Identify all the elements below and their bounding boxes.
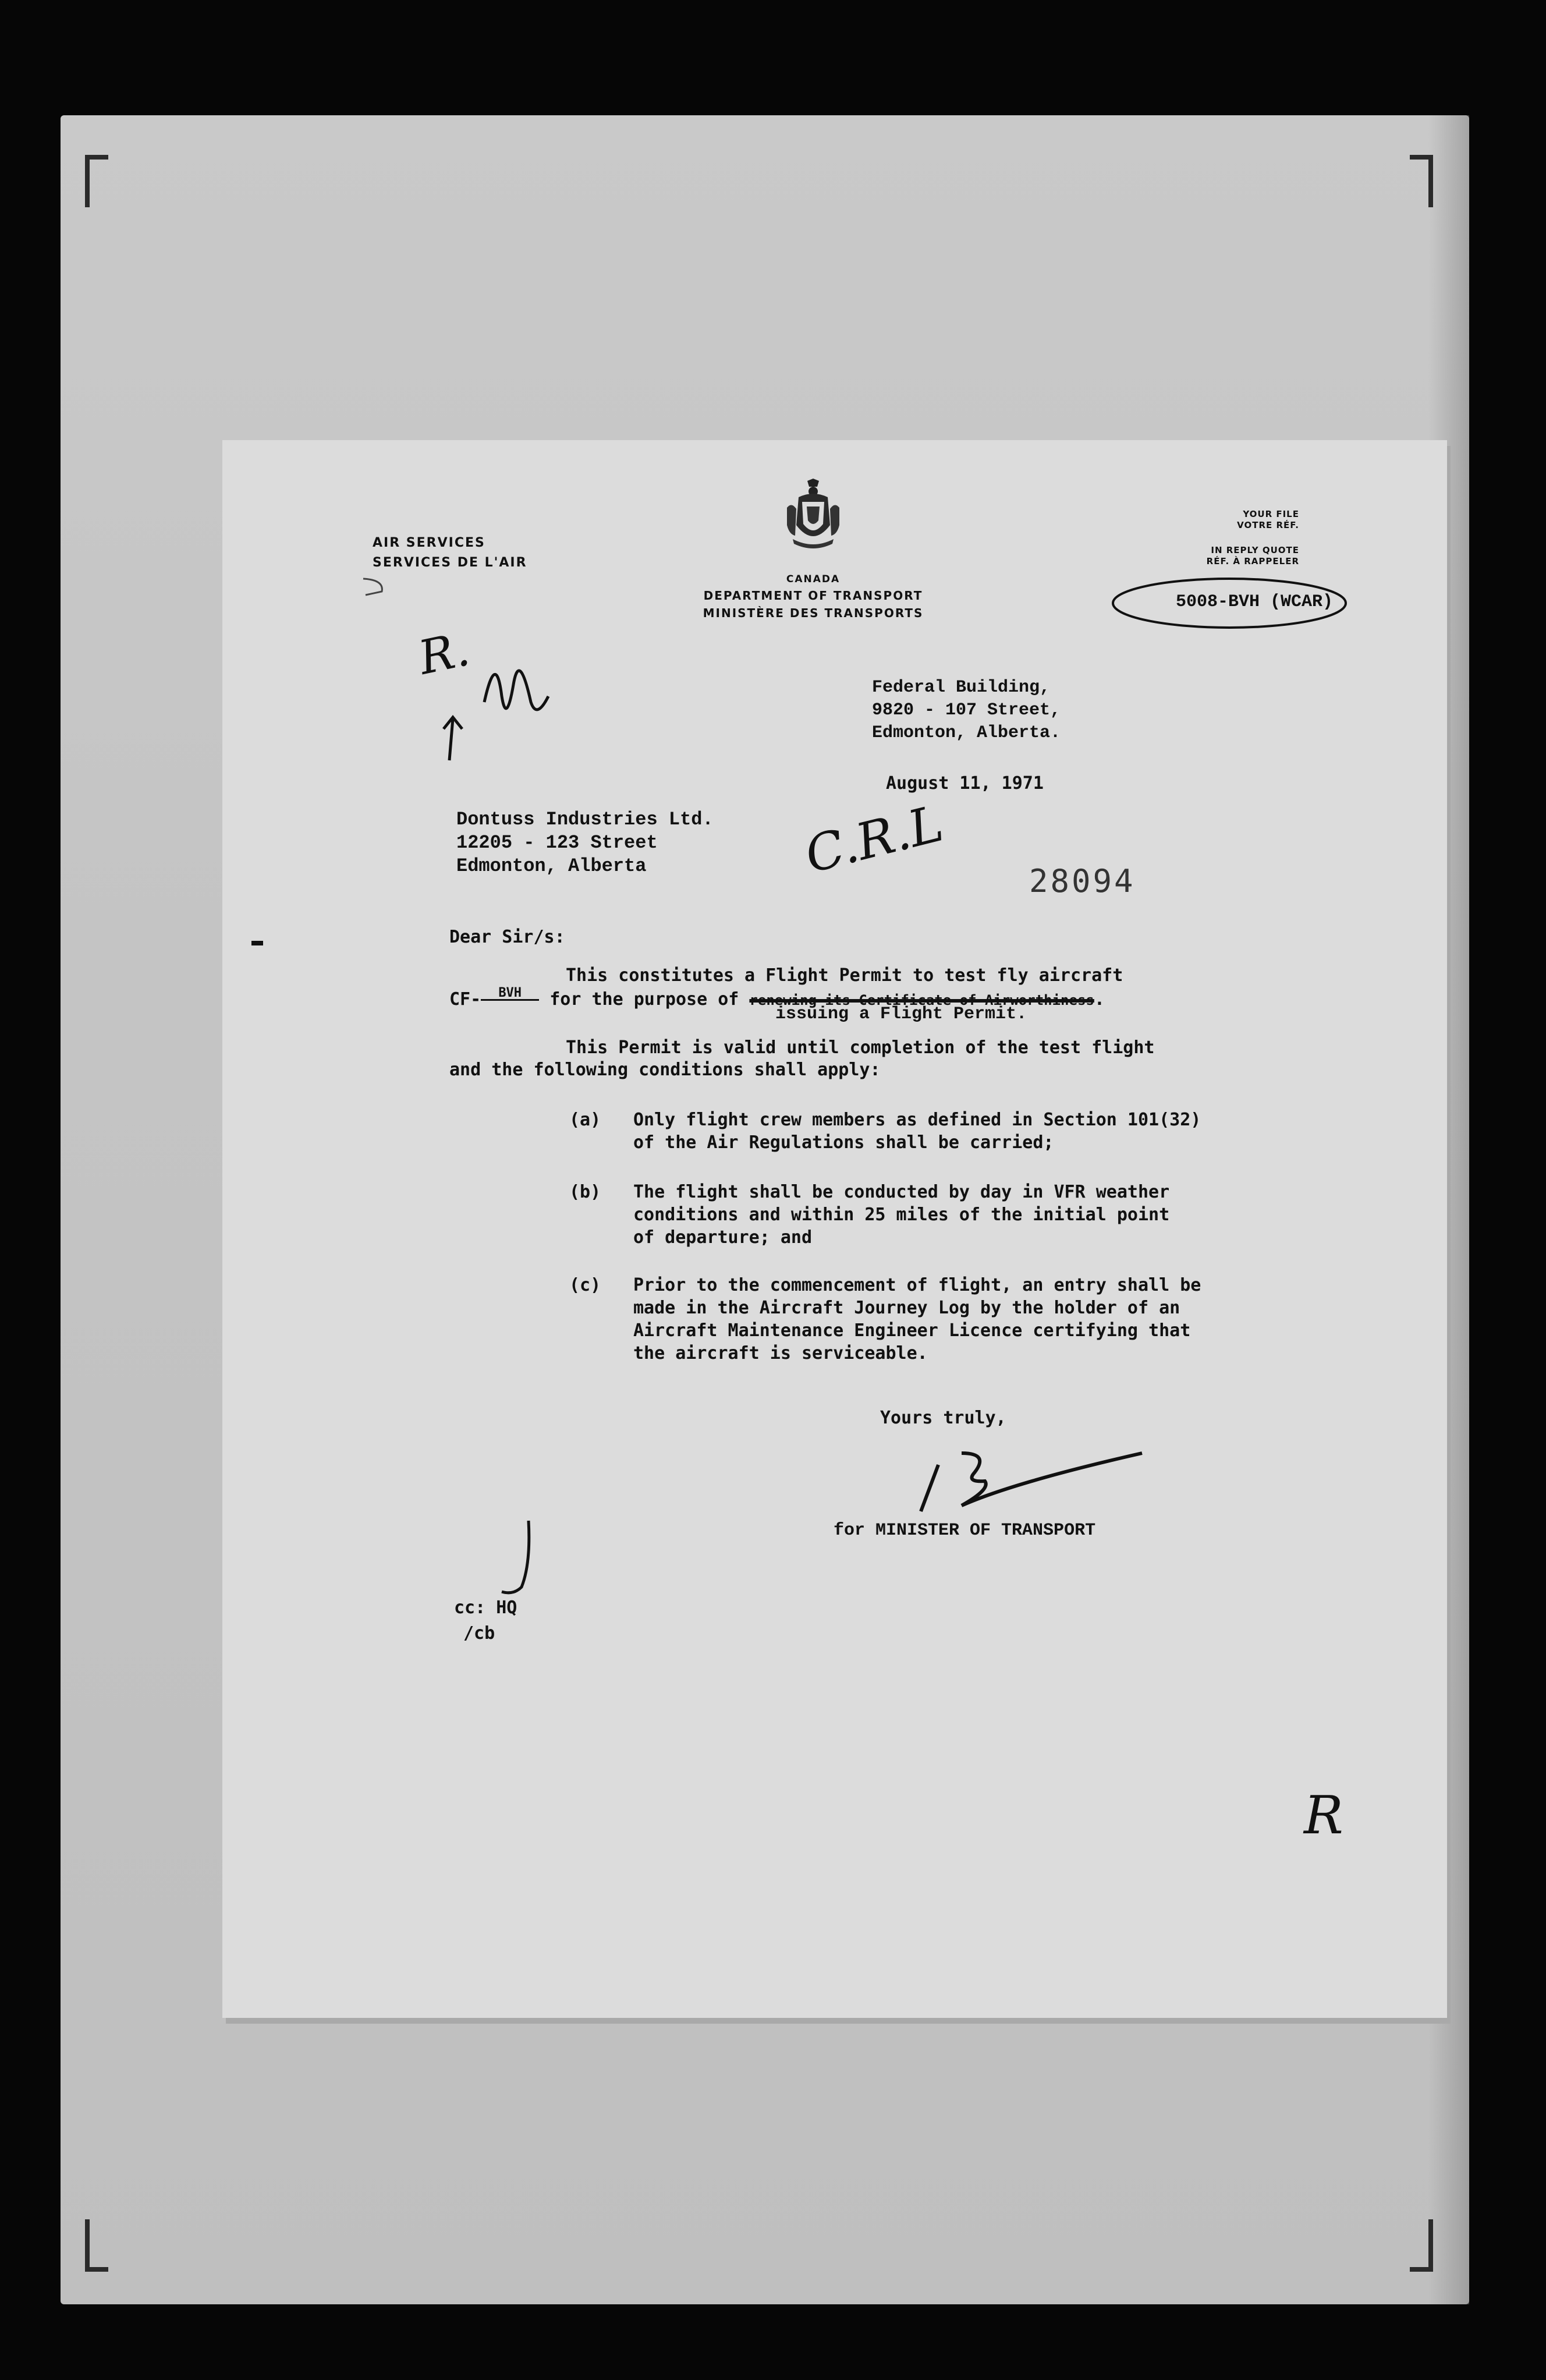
handwritten-scribble-icon	[414, 615, 566, 766]
file-reference-circle	[1107, 573, 1352, 637]
cc-line: cc: HQ	[454, 1598, 517, 1618]
signatory: for MINISTER OF TRANSPORT	[834, 1521, 1096, 1540]
condition-b	[569, 1181, 1169, 1249]
service-en: AIR SERVICES	[373, 536, 485, 550]
crop-mark-bottom-right-vertical	[1428, 2219, 1433, 2272]
condition-b-line3: of departure; and	[633, 1227, 813, 1248]
closing: Yours truly,	[880, 1408, 1006, 1428]
pencil-mark-icon	[361, 575, 396, 598]
condition-c-label: (c)	[569, 1275, 601, 1295]
letter-date: August 11, 1971	[886, 773, 1044, 794]
handwritten-initials-mid: C.R.L	[799, 794, 949, 885]
typist-initials: /cb	[463, 1623, 495, 1644]
condition-c-line1: Prior to the commencement of flight, an entry shall be	[633, 1275, 1201, 1295]
recipient-address	[456, 808, 714, 878]
recipient-street: 12205 - 123 Street	[456, 832, 658, 853]
condition-a	[569, 1108, 1201, 1154]
letter-sheet	[222, 440, 1447, 2018]
reply-quote-en: IN REPLY QUOTE	[1211, 545, 1299, 555]
department-fr: MINISTÈRE DES TRANSPORTS	[703, 606, 924, 620]
handwritten-initials-top: R.	[414, 622, 474, 685]
crop-mark-top-left-horizontal	[85, 155, 108, 160]
margin-tick	[251, 941, 263, 945]
reply-quote-fr: RÉF. À RAPPELER	[1206, 556, 1299, 566]
condition-a-line1: Only flight crew members as defined in Section 101(32)	[633, 1110, 1201, 1130]
sender-address-line1: Federal Building,	[872, 678, 1051, 697]
para1-line2-end: .	[1094, 989, 1105, 1010]
crop-mark-bottom-left-vertical	[85, 2219, 90, 2272]
signature	[898, 1436, 1160, 1523]
crop-mark-top-right-vertical	[1428, 155, 1433, 207]
sender-address	[872, 677, 1061, 745]
crop-mark-top-left-vertical	[85, 155, 90, 207]
registration-suffix: BVH	[481, 987, 539, 1001]
recipient-name: Dontuss Industries Ltd.	[456, 809, 714, 830]
registration-prefix: CF-	[449, 989, 481, 1010]
sender-address-line2: 9820 - 107 Street,	[872, 700, 1061, 720]
letterhead-department	[682, 572, 944, 622]
para1-line2: for the purpose of	[549, 989, 739, 1010]
crop-mark-top-right-horizontal	[1410, 155, 1433, 160]
country-label: CANADA	[786, 573, 841, 585]
recipient-city: Edmonton, Alberta	[456, 855, 647, 877]
condition-c	[569, 1274, 1201, 1365]
struck-purpose: renewing its Certificate of Airworthiness	[749, 992, 1094, 1008]
condition-c-line3: Aircraft Maintenance Engineer Licence certifying that	[633, 1320, 1191, 1341]
condition-a-label: (a)	[569, 1110, 601, 1130]
letterhead-file-refs	[1113, 509, 1299, 567]
sender-address-line3: Edmonton, Alberta.	[872, 723, 1061, 743]
department-en: DEPARTMENT OF TRANSPORT	[703, 589, 923, 603]
condition-c-line4: the aircraft is serviceable.	[633, 1343, 928, 1363]
your-file-en: YOUR FILE	[1243, 509, 1299, 519]
condition-a-line2: of the Air Regulations shall be carried;	[633, 1132, 1054, 1153]
condition-b-line1: The flight shall be conducted by day in VFR weather	[633, 1182, 1170, 1202]
crop-mark-bottom-right-horizontal	[1410, 2267, 1433, 2272]
file-reference: 5008-BVH (WCAR)	[1176, 592, 1334, 612]
condition-b-line2: conditions and within 25 miles of the initial point	[633, 1205, 1170, 1225]
crop-mark-bottom-left-horizontal	[85, 2267, 108, 2272]
stamp-number: 28094	[1029, 863, 1136, 899]
condition-b-label: (b)	[569, 1182, 601, 1202]
letterhead-service	[373, 533, 527, 573]
para2-line1: This Permit is valid until completion of the test flight	[566, 1037, 1155, 1058]
salutation: Dear Sir/s:	[449, 927, 565, 947]
your-file-fr: VOTRE RÉF.	[1237, 520, 1299, 530]
service-fr: SERVICES DE L'AIR	[373, 555, 527, 570]
handwritten-initial-bottom: R	[1304, 1785, 1343, 1846]
handwritten-check-icon	[496, 1517, 542, 1599]
para1-line1: This constitutes a Flight Permit to test fly aircraft	[566, 965, 1123, 986]
coat-of-arms-icon	[781, 479, 845, 553]
condition-c-line2: made in the Aircraft Journey Log by the holder of an	[633, 1298, 1180, 1318]
para2-line2: and the following conditions shall apply:	[449, 1060, 881, 1080]
para1-insert: issuing a Flight Permit.	[775, 1004, 1027, 1024]
